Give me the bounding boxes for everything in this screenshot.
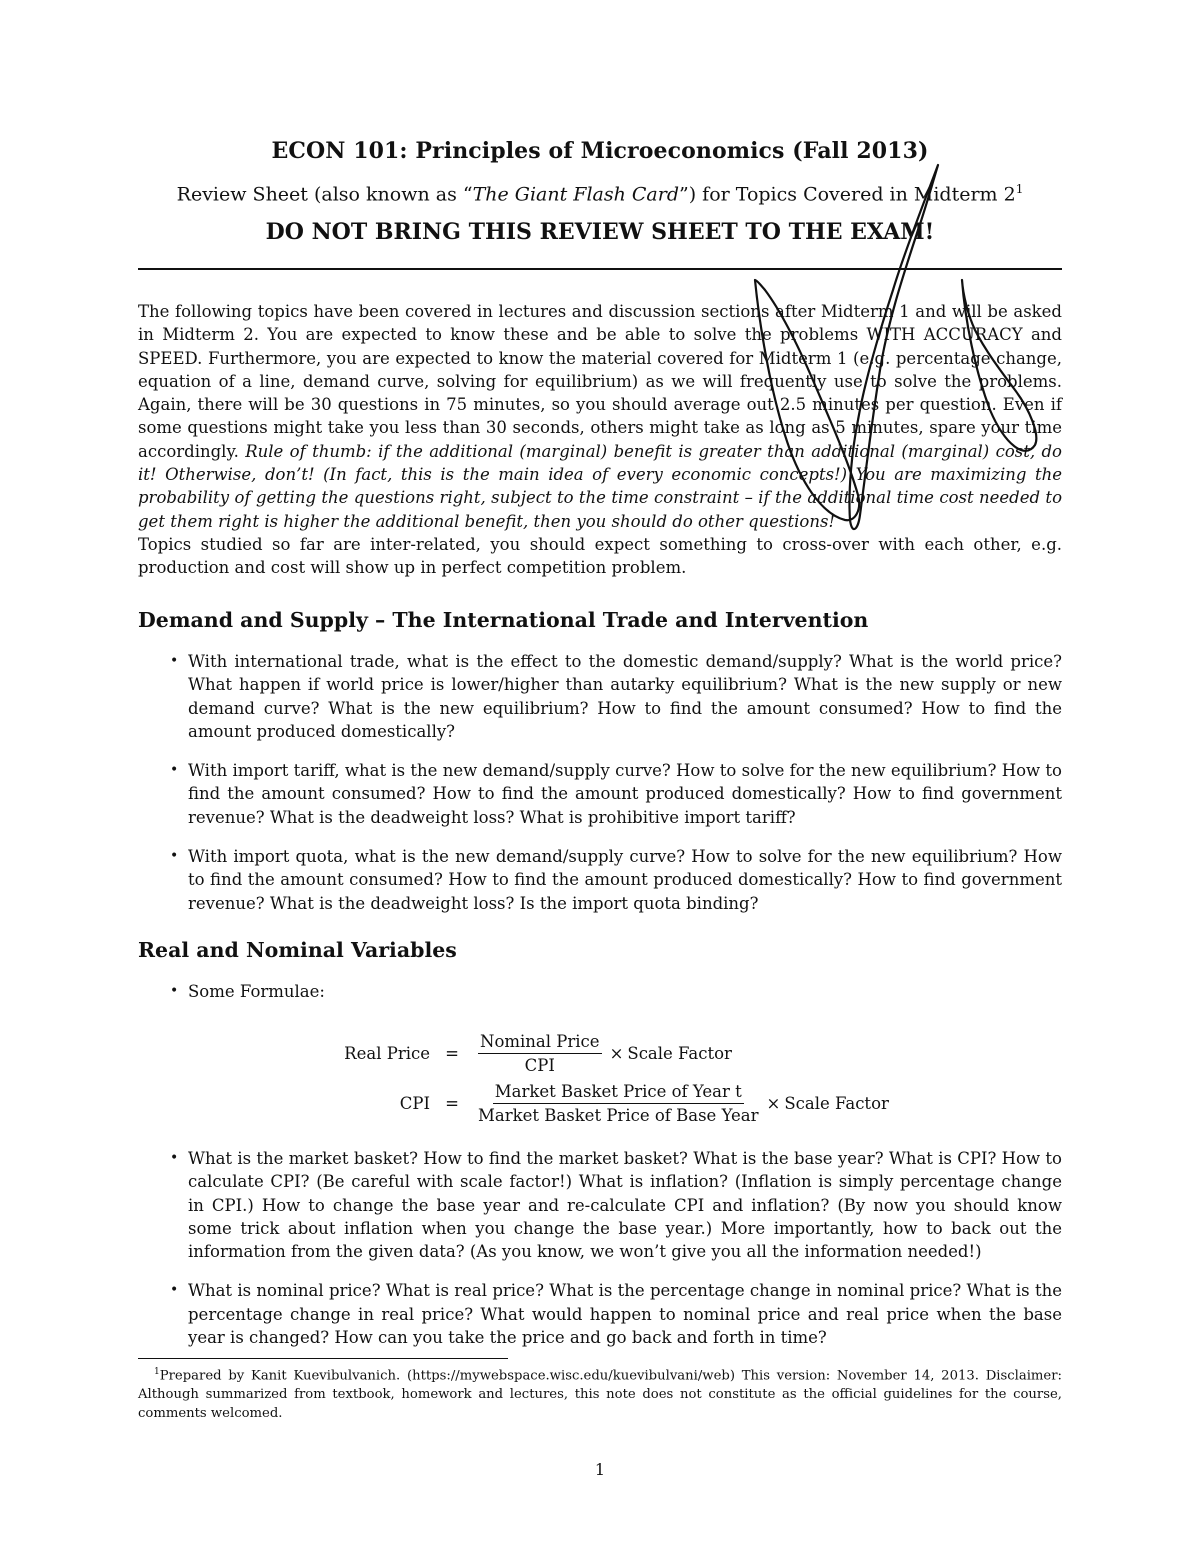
bullet-icon: • xyxy=(170,848,179,865)
footnote-mark: 1 xyxy=(1015,182,1024,196)
intro-paragraph-2: Topics studied so far are inter-related, you should expect something to cross-over with each other, e.g. production and cost will show up in perfect competition problem. xyxy=(138,534,1062,578)
bullet-text: With import quota, what is the new demand/supply curve? How to solve for the new equilibrium? How to find the amount consumed? How to find the amount produced domestically? How to find government revenue? What is the deadweight loss? Is the import quota binding? xyxy=(188,847,1062,913)
formula-lhs: Real Price xyxy=(344,1044,430,1063)
page-number: 1 xyxy=(594,1460,606,1479)
subtitle-pre: Review Sheet (also known as “ xyxy=(176,183,473,206)
formula-rhs: Scale Factor xyxy=(627,1044,732,1063)
footnote-number: 1 xyxy=(154,1367,160,1377)
fraction-denominator: CPI xyxy=(524,1056,555,1075)
section-heading-trade: Demand and Supply – The International Trade and Intervention xyxy=(138,608,869,632)
subtitle-italic: The Giant Flash Card xyxy=(472,183,679,206)
bullet-text: With international trade, what is the effect to the domestic demand/supply? What is the world price? What happen if world price is lower/higher than autarky equilibrium? What is the new supply or new demand curve? What is the new equilibrium? How to find the amount consumed? How to find the amount produced domestically? xyxy=(188,652,1062,741)
subtitle-post: ”) for Topics Covered in Midterm 2 xyxy=(679,183,1016,206)
exam-warning: DO NOT BRING THIS REVIEW SHEET TO THE EXAM! xyxy=(265,219,935,245)
bullet-icon: • xyxy=(170,983,179,999)
document-title: ECON 101: Principles of Microeconomics (Fall 2013) xyxy=(271,138,929,164)
section-heading-real-nominal: Real and Nominal Variables xyxy=(138,938,457,962)
formula-rhs: Scale Factor xyxy=(784,1094,889,1113)
formula-equals: = xyxy=(445,1094,459,1113)
footnote-body: Prepared by Kanit Kuevibulvanich. (https://mywebspace.wisc.edu/kuevibulvani/web) This version: November 14, 2013. Disclaimer: Although summarized from textbook, homework and lectures, this note does not constitute as the official guidelines for the course, comments welcomed. xyxy=(138,1368,1062,1422)
bullet-icon: • xyxy=(170,762,179,779)
fraction-numerator: Nominal Price xyxy=(478,1032,602,1054)
times-sign: × xyxy=(766,1094,781,1113)
formula-lhs: CPI xyxy=(399,1094,430,1113)
bullet-icon: • xyxy=(170,1282,179,1299)
intro-rule-of-thumb: Rule of thumb: if the additional (marginal) benefit is greater than additional (marginal) cost, do it! Otherwise, don’t! (In fact, this is the main idea of every economic concepts!) You are maximizing the probability of getting the questions right, subject to the time constraint – if the additional time cost needed to get them right is higher the additional benefit, then you should do other questions! xyxy=(138,441,1062,531)
fraction-numerator: Market Basket Price of Year t xyxy=(493,1082,744,1104)
times-sign: × xyxy=(609,1044,624,1063)
intro-plain: The following topics have been covered in lectures and discussion sections after Midterm 1 and will be asked in Midterm 2. You are expected to know these and be able to solve the problems WITH ACCURACY and SPEED. Furthermore, you are expected to know the material covered for Midterm 1 (e.g. percentage change, equation of a line, demand curve, solving for equilibrium) as we will frequently use to solve the problems. Again, there will be 30 questions in 75 minutes, so you should average out 2.5 minutes per question. Even if some questions might take you less than 30 seconds, others might take as long as 5 minutes, spare your time accordingly. xyxy=(138,302,1062,461)
formula-equals: = xyxy=(445,1044,459,1063)
bullet-text: What is the market basket? How to find the market basket? What is the base year? What is CPI? How to calculate CPI? (Be careful with scale factor!) What is inflation? (Inflation is simply percentage change in CPI.) How to change the base year and re-calculate CPI and inflation? (By now you should know some trick about inflation when you change the base year.) More importantly, how to back out the information from the given data? (As you know, we won’t give you all the information needed!) xyxy=(188,1149,1062,1262)
bullet-text: With import tariff, what is the new demand/supply curve? How to solve for the new equilibrium? How to find the amount consumed? How to find the amount produced domestically? How to find government revenue? What is the deadweight loss? What is prohibitive import tariff? xyxy=(188,761,1062,827)
bullet-icon: • xyxy=(170,653,179,669)
bullet-text: Some Formulae: xyxy=(188,982,325,1001)
fraction-denominator: Market Basket Price of Base Year xyxy=(478,1106,759,1125)
bullet-icon: • xyxy=(170,1150,179,1166)
bullet-text: What is nominal price? What is real price? What is the percentage change in nominal price? What is the percentage change in real price? What would happen to nominal price and real price when the base year is changed? How can you take the price and go back and forth in time? xyxy=(188,1281,1062,1348)
